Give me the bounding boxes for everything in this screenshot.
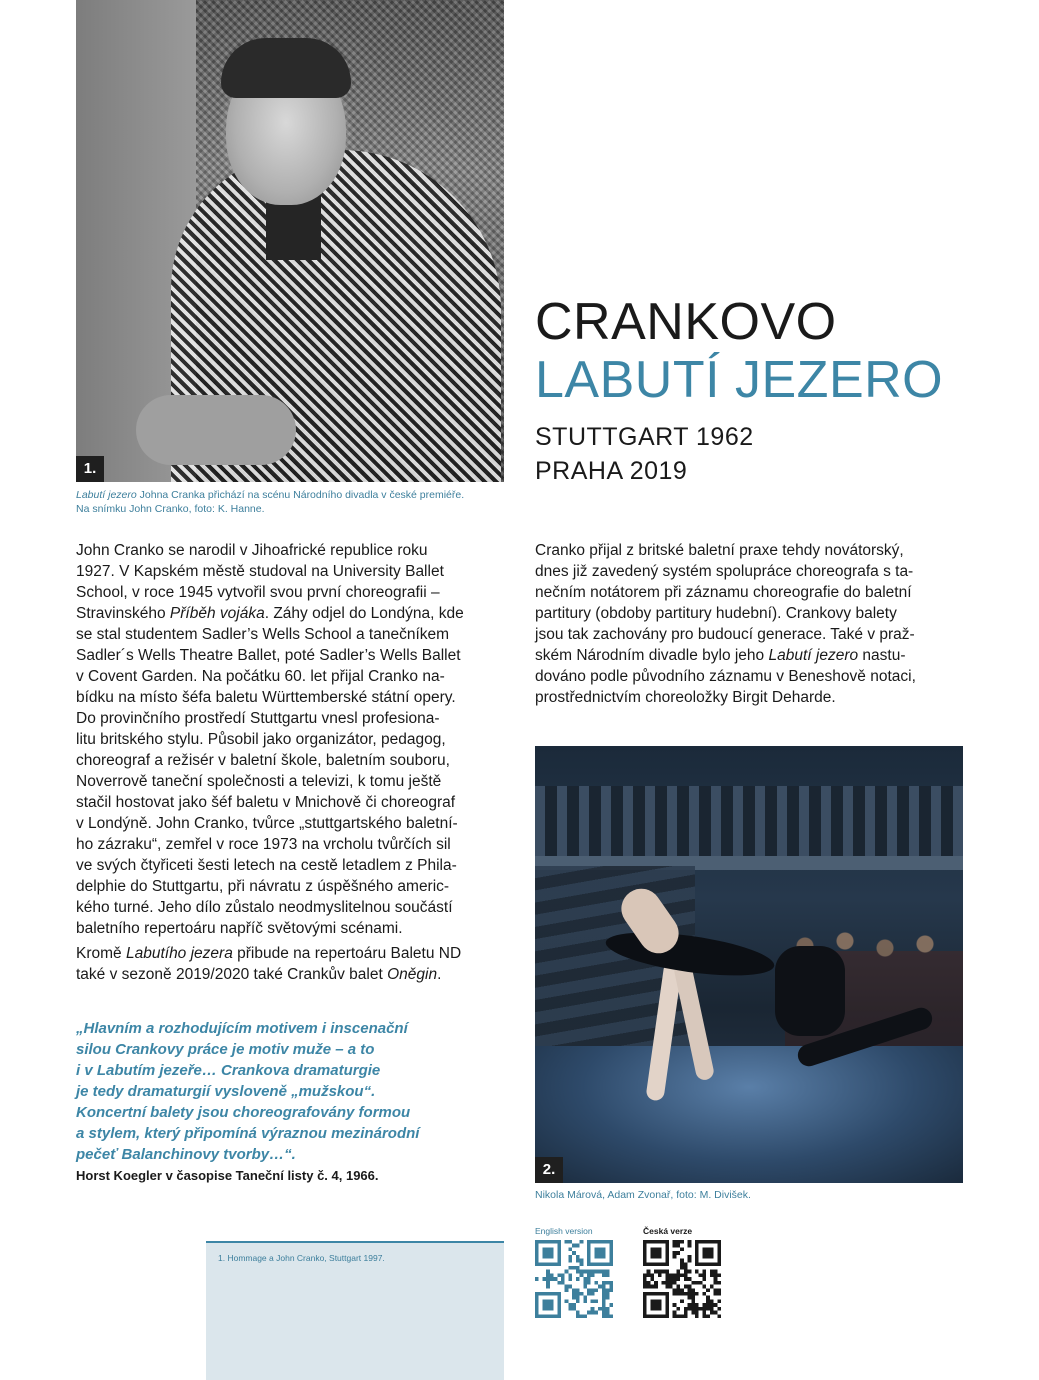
footnote-text: 1. Hommage a John Cranko, Stuttgart 1997. bbox=[218, 1253, 385, 1263]
text-line: prostřednictvím choreoložky Birgit Deharde. bbox=[535, 689, 836, 706]
quote-line: i v Labutím jezeře… Crankova dramaturgie bbox=[76, 1062, 381, 1079]
text-line: bídku na místo šéfa baletu Württemberské státní opery. bbox=[76, 689, 456, 706]
qr-code-english[interactable] bbox=[535, 1240, 613, 1318]
text-line: ském Národním divadle bylo jeho Labutí jezero nastu- bbox=[535, 647, 906, 664]
text-line: John Cranko se narodil v Jihoafrické republice roku bbox=[76, 542, 428, 559]
subtitle-stuttgart: STUTTGART 1962 bbox=[535, 423, 754, 451]
text-line: ve svých čtyřiceti šesti letech na cestě letadlem z Phila- bbox=[76, 857, 457, 874]
notation-text bbox=[535, 540, 965, 708]
hands bbox=[136, 395, 296, 465]
qr-czech-label: Česká verze bbox=[643, 1226, 693, 1236]
quote-line: je tedy dramaturgií vysloveně „mužskou“. bbox=[76, 1083, 376, 1100]
quote-line: „Hlavním a rozhodujícím motivem i inscenační bbox=[76, 1020, 408, 1037]
text-line: kého turné. Jeho dílo zůstalo neodmyslitelnou součástí bbox=[76, 899, 453, 916]
text-line: Stravinského Příběh vojáka. Záhy odjel do Londýna, kde bbox=[76, 605, 464, 622]
qr-english-label: English version bbox=[535, 1226, 593, 1236]
photo2-caption: Nikola Márová, Adam Zvonař, foto: M. Divišek. bbox=[535, 1189, 751, 1201]
text-line: litu britského stylu. Působil jako organizátor, pedagog, bbox=[76, 731, 446, 748]
text-line: stačil hostovat jako šéf baletu v Mnichově či choreograf bbox=[76, 794, 456, 811]
text-line: ho zázraku“, zemřel v roce 1973 na vrcholu tvůrčích sil bbox=[76, 836, 451, 853]
text-line: také v sezoně 2019/2020 také Crankův balet Oněgin. bbox=[76, 966, 442, 983]
quote-line: Koncertní balety jsou choreografovány formou bbox=[76, 1104, 411, 1121]
text-line: Do provinčního prostředí Stuttgartu vnesl profesiona- bbox=[76, 710, 440, 727]
text-line: baletního repertoáru napříč světovými scénami. bbox=[76, 920, 403, 937]
text-line: Kromě Labutího jezera přibude na repertoáru Baletu ND bbox=[76, 945, 462, 962]
text-line: v Covent Garden. Na počátku 60. let přijal Cranko na- bbox=[76, 668, 445, 685]
text-line: se stal studentem Sadler’s Wells School a tanečníkem bbox=[76, 626, 450, 643]
quote-source: Horst Koegler v časopise Taneční listy č. 4, 1966. bbox=[76, 1168, 379, 1183]
text-line: dováno podle původního záznamu v Beneshově notaci, bbox=[535, 668, 916, 685]
balustrade bbox=[535, 786, 963, 856]
caption-text: Johna Cranka přichází na scénu Národního divadla v české premiéře. bbox=[136, 489, 465, 501]
caption-italic-title: Labutí jezero bbox=[76, 489, 137, 501]
qr-code-czech[interactable] bbox=[643, 1240, 721, 1318]
quote-line: a stylem, který připomíná výraznou mezinárodní bbox=[76, 1125, 420, 1142]
page-title-line1: CRANKOVO bbox=[535, 293, 837, 351]
ballet-stage-photo bbox=[535, 746, 963, 1183]
text-line: partitury (obdoby partitury hudební). Crankovy balety bbox=[535, 605, 897, 622]
photo-number-label: 2. bbox=[535, 1157, 563, 1183]
page-title-line2: LABUTÍ JEZERO bbox=[535, 351, 944, 409]
text-line: delphie do Stuttgartu, při návratu z úspěšného americ- bbox=[76, 878, 450, 895]
biography-text bbox=[76, 540, 506, 985]
pull-quote bbox=[76, 1018, 506, 1165]
quote-line: pečeť Balanchinovy tvorby…“. bbox=[76, 1146, 296, 1163]
stage-floor bbox=[535, 1046, 963, 1183]
text-line: School, v roce 1945 vytvořil svou první choreografii – bbox=[76, 584, 440, 601]
text-line: dnes již zavedený systém spolupráce choreografa s ta- bbox=[535, 563, 914, 580]
hair bbox=[221, 38, 351, 98]
text-line: v Londýně. John Cranko, tvůrce „stuttgartského baletní- bbox=[76, 815, 458, 832]
text-line: Cranko přijal z britské baletní praxe tehdy novátorský, bbox=[535, 542, 904, 559]
text-line: Noverrově taneční společnosti a televizi, k tomu ještě bbox=[76, 773, 442, 790]
text-line: Sadler´s Wells Theatre Ballet, poté Sadler’s Wells Ballet bbox=[76, 647, 461, 664]
photo1-caption bbox=[76, 488, 504, 516]
text-line: 1927. V Kapském městě studoval na University Ballet bbox=[76, 563, 444, 580]
portrait-photo-john-cranko bbox=[76, 0, 504, 482]
caption-text-line2: Na snímku John Cranko, foto: K. Hanne. bbox=[76, 503, 265, 515]
text-line: nečním notátorem při záznamu choreografie do baletní bbox=[535, 584, 912, 601]
text-line: choreograf a režisér v baletní škole, baletním souboru, bbox=[76, 752, 450, 769]
subtitle-praha: PRAHA 2019 bbox=[535, 457, 688, 485]
footnote-box bbox=[206, 1241, 504, 1380]
text-line: jsou tak zachovány pro budoucí generace. Také v praž- bbox=[535, 626, 915, 643]
photo-number-label: 1. bbox=[76, 456, 104, 482]
male-dancer bbox=[775, 946, 845, 1036]
quote-line: silou Crankovy práce je motiv muže – a to bbox=[76, 1041, 375, 1058]
